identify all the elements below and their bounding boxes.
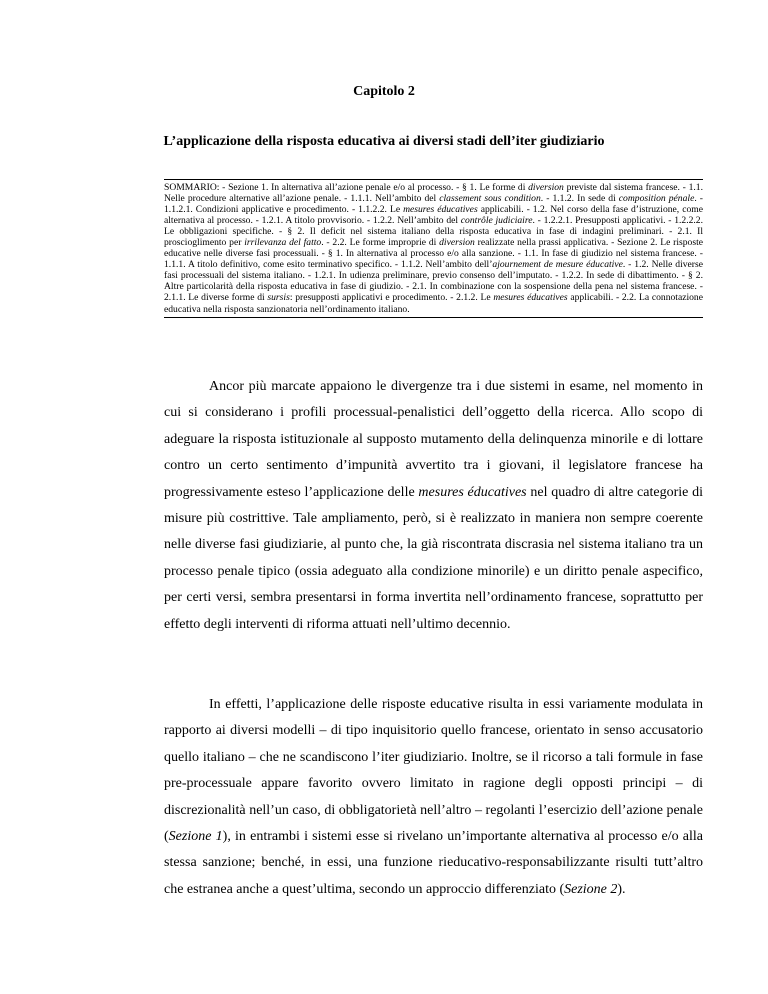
text-run: SOMMARIO: - Sezione 1. In alternativa all’azione penale e/o al processo. - § 1. Le forme di: [164, 182, 529, 193]
paragraph-1: [164, 374, 703, 638]
text-run: : presupposti applicativi e procedimento. - 2.1.2. Le: [289, 292, 494, 304]
italic-term: classement sous condition: [439, 193, 541, 205]
summary-text: [164, 182, 703, 315]
text-run: applicabili. - 1.2. Nel corso della fase d’istruzione, come alternativa al processo. - 1.2.1. A titolo provvisorio. - 1.2.2. Nell’ambito del: [164, 204, 703, 227]
text-run: . - 1.2. Nelle diverse fasi processuali del sistema italiano. - 1.2.1. In udienza preliminare, previo consenso dell’imputato. - 1.2.2. In sede di dibattimento. - § 2. Altre particolarità della risposta educativa in fase di giudizio. - 2.1. In combinazione con la sospensione della pena nel sistema francese. - 2.1.1. Le diverse forme di: [164, 259, 703, 304]
paragraph-1-text: [164, 374, 703, 638]
italic-term: diversion: [528, 182, 564, 193]
italic-term: contrôle judiciaire: [460, 215, 533, 227]
italic-term: diversion: [439, 237, 475, 249]
summary-box: [164, 179, 703, 318]
italic-term: mesures éducatives: [493, 292, 568, 304]
text-run: . - 2.2. Le forme improprie di: [321, 237, 440, 249]
italic-term: ajournement de mesure éducative: [492, 259, 623, 271]
italic-term: composition pénale: [618, 193, 695, 205]
text-run: . - 1.1.2. In sede di: [540, 193, 619, 205]
italic-term: mesures éducatives: [403, 204, 478, 216]
chapter-heading: Capitolo 2: [353, 84, 415, 99]
text-run: applicabili. - 2.2. La connotazione educativa nella risposta sanzionatoria nell’ordinamento italiano.: [164, 292, 703, 315]
text-run: realizzate nella prassi applicativa. - Sezione 2. Le risposte educative nelle diverse fasi processuali. - § 1. In alternativa al processo e/o alla sanzione. - 1.1. In fase di giudizio nel sistema francese. - 1.1.1. A titolo definitivo, come esito terminativo specifico. - 1.1.2. Nell’ambito dell’: [164, 237, 704, 271]
text-run: nel quadro di altre categorie di misure più costrittive. Tale ampliamento, però, si è realizzato in maniera non sempre coerente nelle diverse fasi giudiziarie, al punto che, la già riscontrata discrasia nel sistema italiano tra un processo penale tipico (ossia adeguato alla condizione minorile) e un diritto penale aspecifico, per certi versi, sembra presentarsi in forma invertita nell’ordinamento francese, soprattutto per effetto degli interventi di riforma attuati nell’ultimo decennio.: [164, 484, 703, 632]
text-run: ).: [617, 881, 626, 897]
italic-term: sursis: [267, 292, 290, 304]
text-run: In effetti, l’applicazione delle risposte educative risulta in essi variamente modulata in rapporto ai diversi modelli – di tipo inquisitorio quello francese, orientato in senso accusatorio quello italiano – che ne scandiscono l’iter giudiziario. Inoltre, se il ricorso a tali formule in fase pre-processuale appare favorito ovvero limitato in ragione degli opposti principi – di discrezionalità nell’un caso, di obbligatorietà nell’altro – regolanti l’esercizio dell’azione penale (: [164, 697, 703, 845]
italic-term: irrilevanza del fatto: [244, 237, 322, 249]
italic-term: mesures éducatives: [418, 484, 527, 500]
text-run: . - 1.1.2.1. Condizioni applicative e procedimento. - 1.1.2.2. Le: [164, 193, 703, 216]
text-run: ), in entrambi i sistemi esse si rivelano un’importante alternativa al processo e/o alla stessa sanzione; benché, in essi, una funzione rieducativo-responsabilizzante risulti tutt’altro che estranea anche a quest’ultima, secondo un approccio differenziato (: [164, 829, 704, 897]
text-run: . - 1.2.2.1. Presupposti applicativi. - 1.2.2.2. Le obbligazioni specifiche. - § 2. Il deficit nel sistema italiano della risposta educativa in fase di indagini preliminari. - 2.1. Il proscioglimento per: [164, 215, 703, 249]
text-run: Ancor più marcate appaiono le divergenze tra i due sistemi in esame, nel momento in cui si considerano i profili processual-penalistici dell’oggetto della ricerca. Allo scopo di adeguare la risposta istituzionale al supposto mutamento della delinquenza minorile e di lottare contro un certo sentimento d’impunità avvertito tra i giovani, il legislatore francese ha progressivamente esteso l’applicazione delle: [164, 379, 703, 500]
paragraph-2: [164, 692, 703, 903]
text-run: previste dal sistema francese. - 1.1. Nelle procedure alternative all’azione penale. - 1.1.1. Nell’ambito del: [164, 182, 703, 205]
italic-term: Sezione 1: [168, 829, 223, 845]
chapter-title: L’applicazione della risposta educativa ai diversi stadi dell’iter giudiziario: [163, 134, 605, 149]
paragraph-2-text: [164, 692, 703, 903]
italic-term: Sezione 2: [564, 881, 618, 897]
